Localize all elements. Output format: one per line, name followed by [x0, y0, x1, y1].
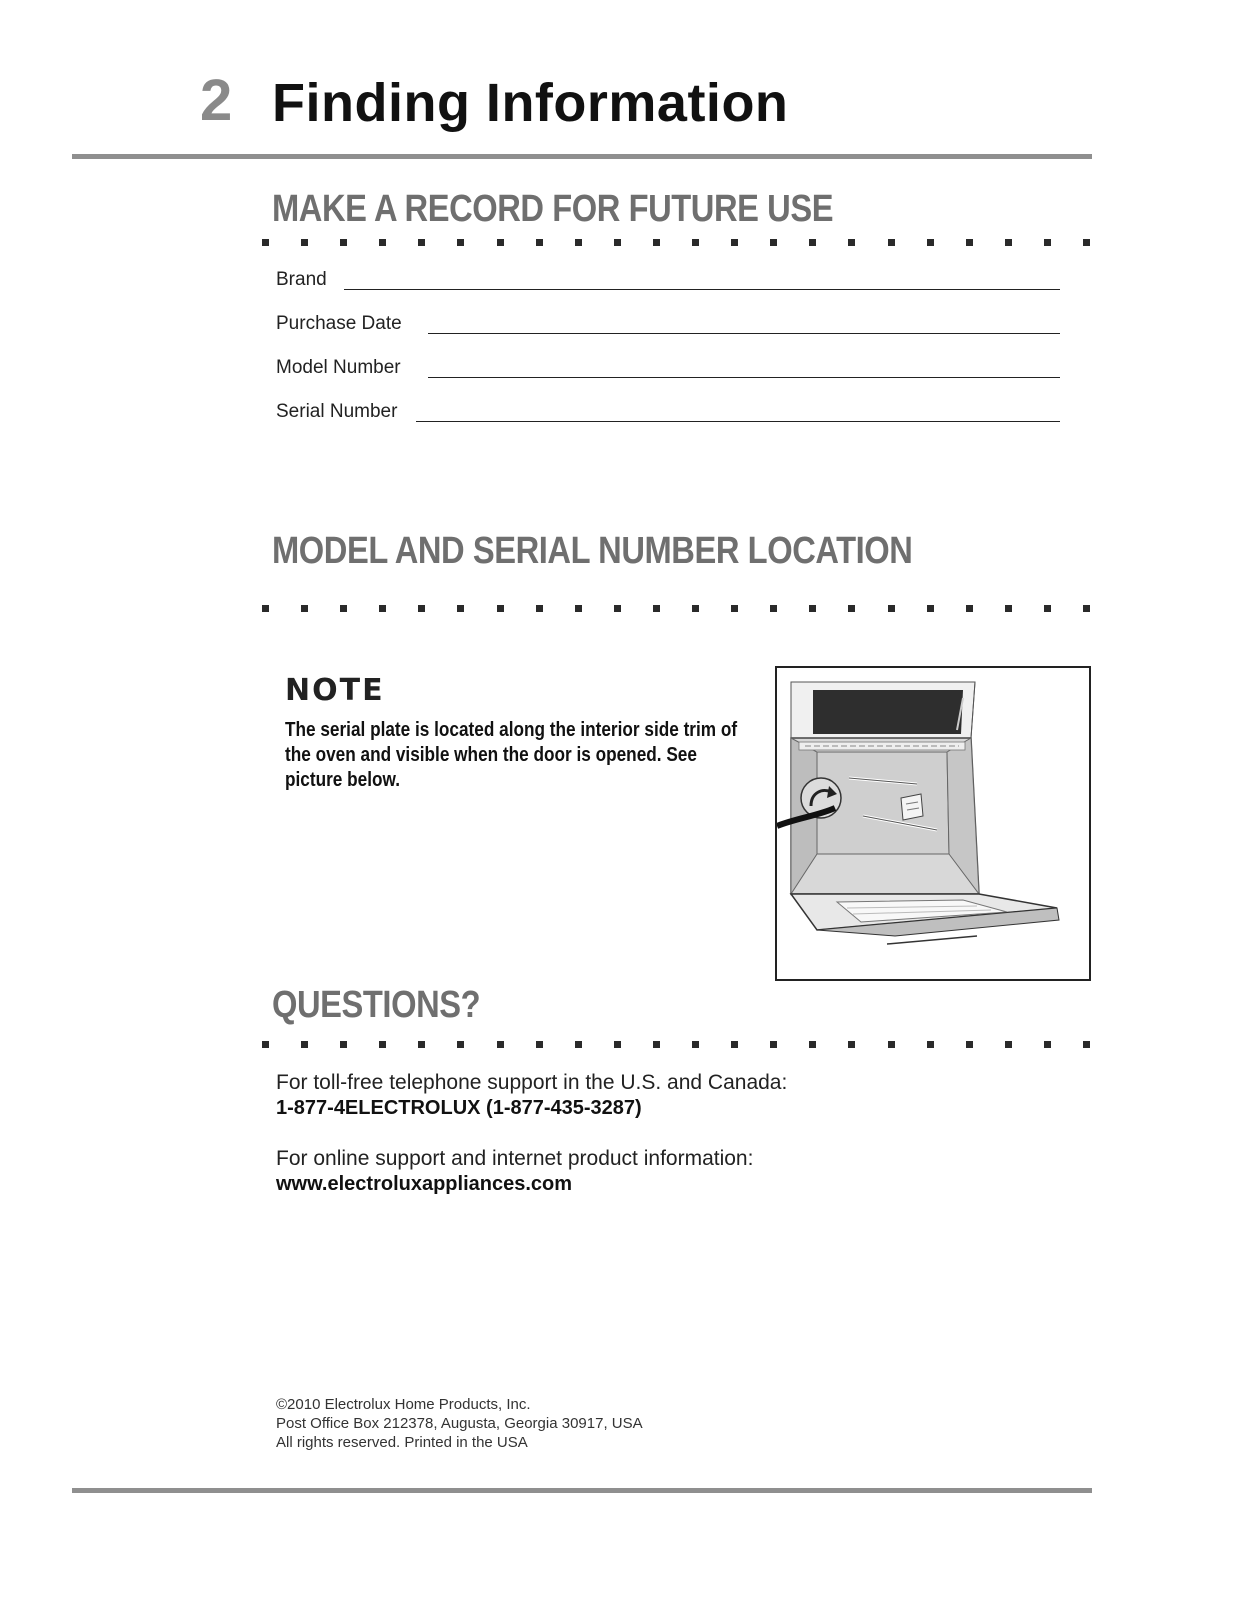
divider-dot	[770, 605, 777, 612]
divider-dot	[809, 239, 816, 246]
divider-dot	[653, 605, 660, 612]
divider-dot	[1044, 605, 1051, 612]
divider-dot	[614, 605, 621, 612]
divider-dot	[536, 1041, 543, 1048]
divider-dot	[731, 239, 738, 246]
model-number-label: Model Number	[276, 357, 401, 378]
footer-copyright	[276, 1395, 643, 1452]
footer-line-2: Post Office Box 212378, Augusta, Georgia 30917, USA	[276, 1415, 643, 1432]
divider-dot	[848, 1041, 855, 1048]
note-title: NOTE	[285, 673, 385, 708]
divider-dot	[1005, 605, 1012, 612]
purchase-date-field[interactable]	[428, 333, 1060, 334]
dotted-divider-location	[262, 602, 1090, 614]
model-number-field[interactable]	[428, 377, 1060, 378]
dotted-divider-questions	[262, 1038, 1090, 1050]
divider-dot	[770, 239, 777, 246]
divider-dot	[653, 239, 660, 246]
serial-number-field[interactable]	[416, 421, 1060, 422]
header-rule	[72, 154, 1092, 159]
questions-heading: QUESTIONS?	[272, 984, 481, 1026]
divider-dot	[888, 605, 895, 612]
divider-dot	[262, 1041, 269, 1048]
divider-dot	[927, 1041, 934, 1048]
divider-dot	[927, 239, 934, 246]
divider-dot	[770, 1041, 777, 1048]
divider-dot	[1005, 1041, 1012, 1048]
divider-dot	[379, 605, 386, 612]
footer-line-1: ©2010 Electrolux Home Products, Inc.	[276, 1396, 531, 1413]
brand-label: Brand	[276, 269, 327, 290]
divider-dot	[966, 239, 973, 246]
divider-dot	[809, 1041, 816, 1048]
divider-dot	[262, 239, 269, 246]
divider-dot	[536, 605, 543, 612]
divider-dot	[809, 605, 816, 612]
divider-dot	[614, 239, 621, 246]
record-heading: MAKE A RECORD FOR FUTURE USE	[272, 188, 834, 230]
divider-dot	[575, 605, 582, 612]
divider-dot	[457, 605, 464, 612]
divider-dot	[457, 239, 464, 246]
dotted-divider-record	[262, 236, 1090, 248]
serial-number-label: Serial Number	[276, 401, 398, 422]
divider-dot	[457, 1041, 464, 1048]
divider-dot	[927, 605, 934, 612]
website-link[interactable]: www.electroluxappliances.com	[276, 1173, 573, 1195]
chapter-number: 2	[200, 68, 233, 133]
divider-dot	[1083, 1041, 1090, 1048]
divider-dot	[418, 1041, 425, 1048]
divider-dot	[575, 239, 582, 246]
oven-interior-drawing	[777, 668, 1089, 979]
divider-dot	[575, 1041, 582, 1048]
divider-dot	[1083, 605, 1090, 612]
location-heading: MODEL AND SERIAL NUMBER LOCATION	[272, 530, 913, 572]
purchase-date-label: Purchase Date	[276, 313, 402, 334]
divider-dot	[340, 239, 347, 246]
divider-dot	[1083, 239, 1090, 246]
divider-dot	[692, 605, 699, 612]
divider-dot	[379, 239, 386, 246]
footer-line-3: All rights reserved. Printed in the USA	[276, 1434, 528, 1451]
brand-field[interactable]	[344, 289, 1060, 290]
divider-dot	[848, 605, 855, 612]
divider-dot	[497, 239, 504, 246]
note-text: The serial plate is located along the interior side trim of the oven and visible when the door is opened. See picture below.	[285, 719, 738, 791]
phone-number: 1-877-4ELECTROLUX (1-877-435-3287)	[276, 1097, 642, 1119]
divider-dot	[692, 239, 699, 246]
divider-dot	[888, 1041, 895, 1048]
divider-dot	[1044, 1041, 1051, 1048]
divider-dot	[614, 1041, 621, 1048]
divider-dot	[379, 1041, 386, 1048]
online-intro: For online support and internet product information:	[276, 1147, 754, 1170]
divider-dot	[966, 605, 973, 612]
divider-dot	[731, 605, 738, 612]
divider-dot	[340, 605, 347, 612]
divider-dot	[692, 1041, 699, 1048]
divider-dot	[262, 605, 269, 612]
divider-dot	[418, 605, 425, 612]
divider-dot	[497, 605, 504, 612]
divider-dot	[731, 1041, 738, 1048]
divider-dot	[340, 1041, 347, 1048]
chapter-title: Finding Information	[272, 73, 789, 133]
divider-dot	[418, 239, 425, 246]
footer-rule	[72, 1488, 1092, 1493]
divider-dot	[301, 605, 308, 612]
divider-dot	[966, 1041, 973, 1048]
divider-dot	[653, 1041, 660, 1048]
phone-intro: For toll-free telephone support in the U.S. and Canada:	[276, 1071, 788, 1094]
divider-dot	[536, 239, 543, 246]
divider-dot	[301, 239, 308, 246]
divider-dot	[1044, 239, 1051, 246]
divider-dot	[1005, 239, 1012, 246]
divider-dot	[848, 239, 855, 246]
oven-illustration	[775, 666, 1091, 981]
divider-dot	[888, 239, 895, 246]
divider-dot	[301, 1041, 308, 1048]
divider-dot	[497, 1041, 504, 1048]
